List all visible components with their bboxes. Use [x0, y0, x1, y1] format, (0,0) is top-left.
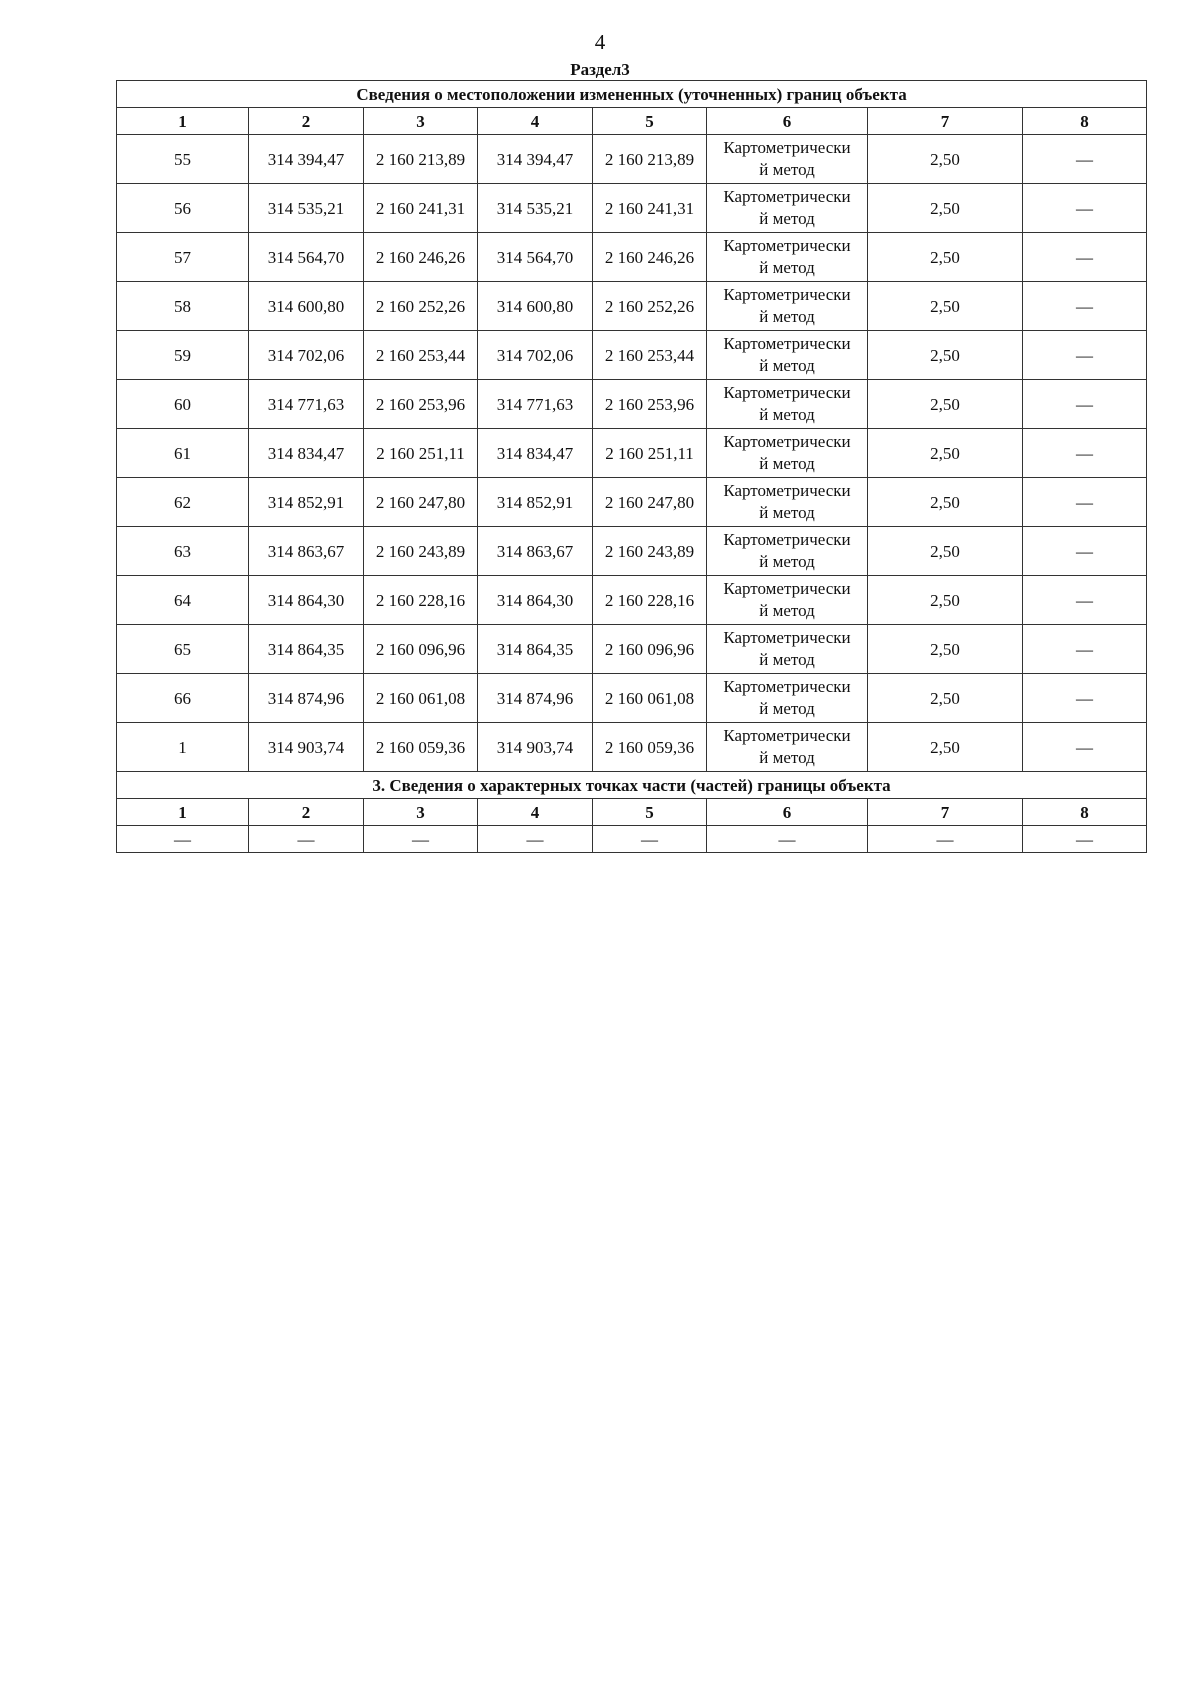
table-cell: 314 863,67	[478, 527, 593, 576]
boundary-coordinates-table	[116, 80, 1147, 853]
method-text-line: Картометрически	[723, 432, 851, 451]
table-row	[117, 625, 1147, 674]
table-cell: 314 852,91	[249, 478, 364, 527]
table-cell: —	[707, 826, 868, 853]
method-text-line: Картометрически	[723, 334, 851, 353]
table-cell: 2 160 252,26	[593, 282, 707, 331]
table-cell: —	[1023, 135, 1147, 184]
table-row	[117, 674, 1147, 723]
table-cell: —	[1023, 331, 1147, 380]
table-cell	[707, 625, 868, 674]
table-cell: 2 160 213,89	[364, 135, 478, 184]
table-cell: 314 535,21	[249, 184, 364, 233]
table-row	[117, 135, 1147, 184]
table-cell: —	[593, 826, 707, 853]
table-row	[117, 184, 1147, 233]
table-cell	[707, 723, 868, 772]
method-text-line: й метод	[759, 454, 815, 473]
table-cell: —	[868, 826, 1023, 853]
column-number-cell: 6	[707, 108, 868, 135]
table-row	[117, 723, 1147, 772]
table-cell: —	[1023, 576, 1147, 625]
column-number-cell: 2	[249, 108, 364, 135]
table-cell: 314 864,35	[478, 625, 593, 674]
table-cell: 2 160 253,44	[593, 331, 707, 380]
table-cell: 2,50	[868, 233, 1023, 282]
table-cell: 314 702,06	[478, 331, 593, 380]
table-cell: 2 160 246,26	[593, 233, 707, 282]
table-cell: 2 160 247,80	[593, 478, 707, 527]
table-cell: 314 864,35	[249, 625, 364, 674]
table-row	[117, 282, 1147, 331]
table-cell: —	[249, 826, 364, 853]
column-number-cell: 5	[593, 108, 707, 135]
column-number-cell: 3	[364, 108, 478, 135]
table-cell: 314 600,80	[249, 282, 364, 331]
table-cell: —	[1023, 380, 1147, 429]
table-cell: 61	[117, 429, 249, 478]
table-cell: 2,50	[868, 674, 1023, 723]
table-cell: 314 771,63	[478, 380, 593, 429]
table-cell: 314 702,06	[249, 331, 364, 380]
method-text-line: й метод	[759, 699, 815, 718]
table-cell: 2,50	[868, 576, 1023, 625]
method-text-line: Картометрически	[723, 187, 851, 206]
column-number-cell: 8	[1023, 799, 1147, 826]
table-cell: 314 863,67	[249, 527, 364, 576]
method-text-line: й метод	[759, 258, 815, 277]
table-cell: 314 535,21	[478, 184, 593, 233]
table-cell: —	[1023, 184, 1147, 233]
method-text-line: й метод	[759, 209, 815, 228]
method-text-line: Картометрически	[723, 481, 851, 500]
table-cell: 64	[117, 576, 249, 625]
column-number-cell: 7	[868, 799, 1023, 826]
table-cell: 314 394,47	[478, 135, 593, 184]
parts-title: 3. Сведения о характерных точках части (частей) границы объекта	[117, 772, 1147, 799]
table-cell: 2 160 228,16	[593, 576, 707, 625]
table-cell: 314 771,63	[249, 380, 364, 429]
table-cell: 2,50	[868, 380, 1023, 429]
table-cell: 2,50	[868, 478, 1023, 527]
table-row	[117, 527, 1147, 576]
method-text-line: й метод	[759, 552, 815, 571]
column-number-cell: 4	[478, 799, 593, 826]
table-cell: 314 903,74	[249, 723, 364, 772]
table-cell: —	[1023, 282, 1147, 331]
table-cell: 2 160 251,11	[593, 429, 707, 478]
parts-column-number-row	[117, 799, 1147, 826]
table-cell: 314 564,70	[478, 233, 593, 282]
method-text-line: Картометрически	[723, 726, 851, 745]
table-row	[117, 331, 1147, 380]
table-cell: —	[1023, 723, 1147, 772]
table-cell: 1	[117, 723, 249, 772]
method-text-line: Картометрически	[723, 628, 851, 647]
table-cell: 57	[117, 233, 249, 282]
table-cell: 314 864,30	[249, 576, 364, 625]
table-cell: 314 874,96	[478, 674, 593, 723]
table-cell: 59	[117, 331, 249, 380]
method-text-line: Картометрически	[723, 579, 851, 598]
table-cell: 2,50	[868, 331, 1023, 380]
table-cell	[707, 527, 868, 576]
column-number-cell: 1	[117, 108, 249, 135]
table-cell: 56	[117, 184, 249, 233]
table-cell	[707, 233, 868, 282]
parts-empty-row	[117, 826, 1147, 853]
table-cell: 2 160 253,44	[364, 331, 478, 380]
table-cell: 314 874,96	[249, 674, 364, 723]
table-cell: 314 394,47	[249, 135, 364, 184]
table-cell	[707, 184, 868, 233]
table-cell	[707, 429, 868, 478]
table-row	[117, 478, 1147, 527]
table-cell: 2 160 247,80	[364, 478, 478, 527]
method-text-line: й метод	[759, 160, 815, 179]
table-cell	[707, 576, 868, 625]
column-number-cell: 6	[707, 799, 868, 826]
table-cell: 62	[117, 478, 249, 527]
table-row	[117, 233, 1147, 282]
table-cell: 2 160 253,96	[364, 380, 478, 429]
table-cell: 2 160 253,96	[593, 380, 707, 429]
method-text-line: й метод	[759, 650, 815, 669]
column-number-cell: 1	[117, 799, 249, 826]
table-cell: 2 160 213,89	[593, 135, 707, 184]
parts-title-row	[117, 772, 1147, 799]
table-cell: —	[1023, 674, 1147, 723]
table-cell: —	[1023, 625, 1147, 674]
table-cell: 2,50	[868, 625, 1023, 674]
table-cell: —	[478, 826, 593, 853]
table-cell	[707, 380, 868, 429]
table-cell: 2 160 251,11	[364, 429, 478, 478]
table-row	[117, 380, 1147, 429]
table-cell: —	[1023, 233, 1147, 282]
column-number-cell: 4	[478, 108, 593, 135]
method-text-line: й метод	[759, 601, 815, 620]
table-cell	[707, 478, 868, 527]
method-text-line: й метод	[759, 748, 815, 767]
column-number-row	[117, 108, 1147, 135]
page-number: 4	[594, 30, 606, 54]
method-text-line: Картометрически	[723, 138, 851, 157]
table-cell: 314 903,74	[478, 723, 593, 772]
table-cell: 2 160 241,31	[593, 184, 707, 233]
method-text-line: й метод	[759, 503, 815, 522]
table-cell: 60	[117, 380, 249, 429]
table-cell: —	[364, 826, 478, 853]
table-cell: 2,50	[868, 723, 1023, 772]
column-number-cell: 2	[249, 799, 364, 826]
table-cell: 2,50	[868, 184, 1023, 233]
method-text-line: й метод	[759, 405, 815, 424]
table-cell	[707, 282, 868, 331]
table-cell: 2,50	[868, 429, 1023, 478]
table-cell: 2 160 096,96	[593, 625, 707, 674]
table-cell: 2 160 061,08	[593, 674, 707, 723]
table-title-row	[117, 81, 1147, 108]
table-cell: —	[1023, 478, 1147, 527]
table-cell: 2 160 252,26	[364, 282, 478, 331]
table-cell: 314 600,80	[478, 282, 593, 331]
method-text-line: Картометрически	[723, 530, 851, 549]
table-cell	[707, 135, 868, 184]
table-cell: 2,50	[868, 527, 1023, 576]
method-text-line: Картометрически	[723, 285, 851, 304]
column-number-cell: 8	[1023, 108, 1147, 135]
method-text-line: й метод	[759, 356, 815, 375]
column-number-cell: 3	[364, 799, 478, 826]
table-cell: 2 160 241,31	[364, 184, 478, 233]
table-row	[117, 576, 1147, 625]
table-cell: 314 834,47	[249, 429, 364, 478]
table-cell: 2 160 243,89	[593, 527, 707, 576]
table-cell: —	[1023, 527, 1147, 576]
table-cell: 314 834,47	[478, 429, 593, 478]
column-number-cell: 7	[868, 108, 1023, 135]
section-label: Раздел3	[570, 60, 630, 79]
table-cell: 2 160 243,89	[364, 527, 478, 576]
table-cell: 314 564,70	[249, 233, 364, 282]
table-cell: 58	[117, 282, 249, 331]
table-cell: 66	[117, 674, 249, 723]
table-cell: 65	[117, 625, 249, 674]
table-cell: 2 160 059,36	[364, 723, 478, 772]
column-number-cell: 5	[593, 799, 707, 826]
table-cell	[707, 674, 868, 723]
table-cell: —	[1023, 826, 1147, 853]
table-cell	[707, 331, 868, 380]
table-cell: 314 864,30	[478, 576, 593, 625]
table-cell: 2 160 059,36	[593, 723, 707, 772]
table-cell: 314 852,91	[478, 478, 593, 527]
method-text-line: Картометрически	[723, 677, 851, 696]
table-title: Сведения о местоположении измененных (уточненных) границ объекта	[117, 81, 1147, 108]
table-cell: 2 160 246,26	[364, 233, 478, 282]
table-cell: 2 160 096,96	[364, 625, 478, 674]
table-cell: 2 160 061,08	[364, 674, 478, 723]
table-cell: 63	[117, 527, 249, 576]
table-row	[117, 429, 1147, 478]
table-cell: —	[117, 826, 249, 853]
method-text-line: й метод	[759, 307, 815, 326]
table-cell: 2 160 228,16	[364, 576, 478, 625]
table-cell: —	[1023, 429, 1147, 478]
table-cell: 2,50	[868, 135, 1023, 184]
table-cell: 55	[117, 135, 249, 184]
method-text-line: Картометрически	[723, 236, 851, 255]
method-text-line: Картометрически	[723, 383, 851, 402]
table-cell: 2,50	[868, 282, 1023, 331]
